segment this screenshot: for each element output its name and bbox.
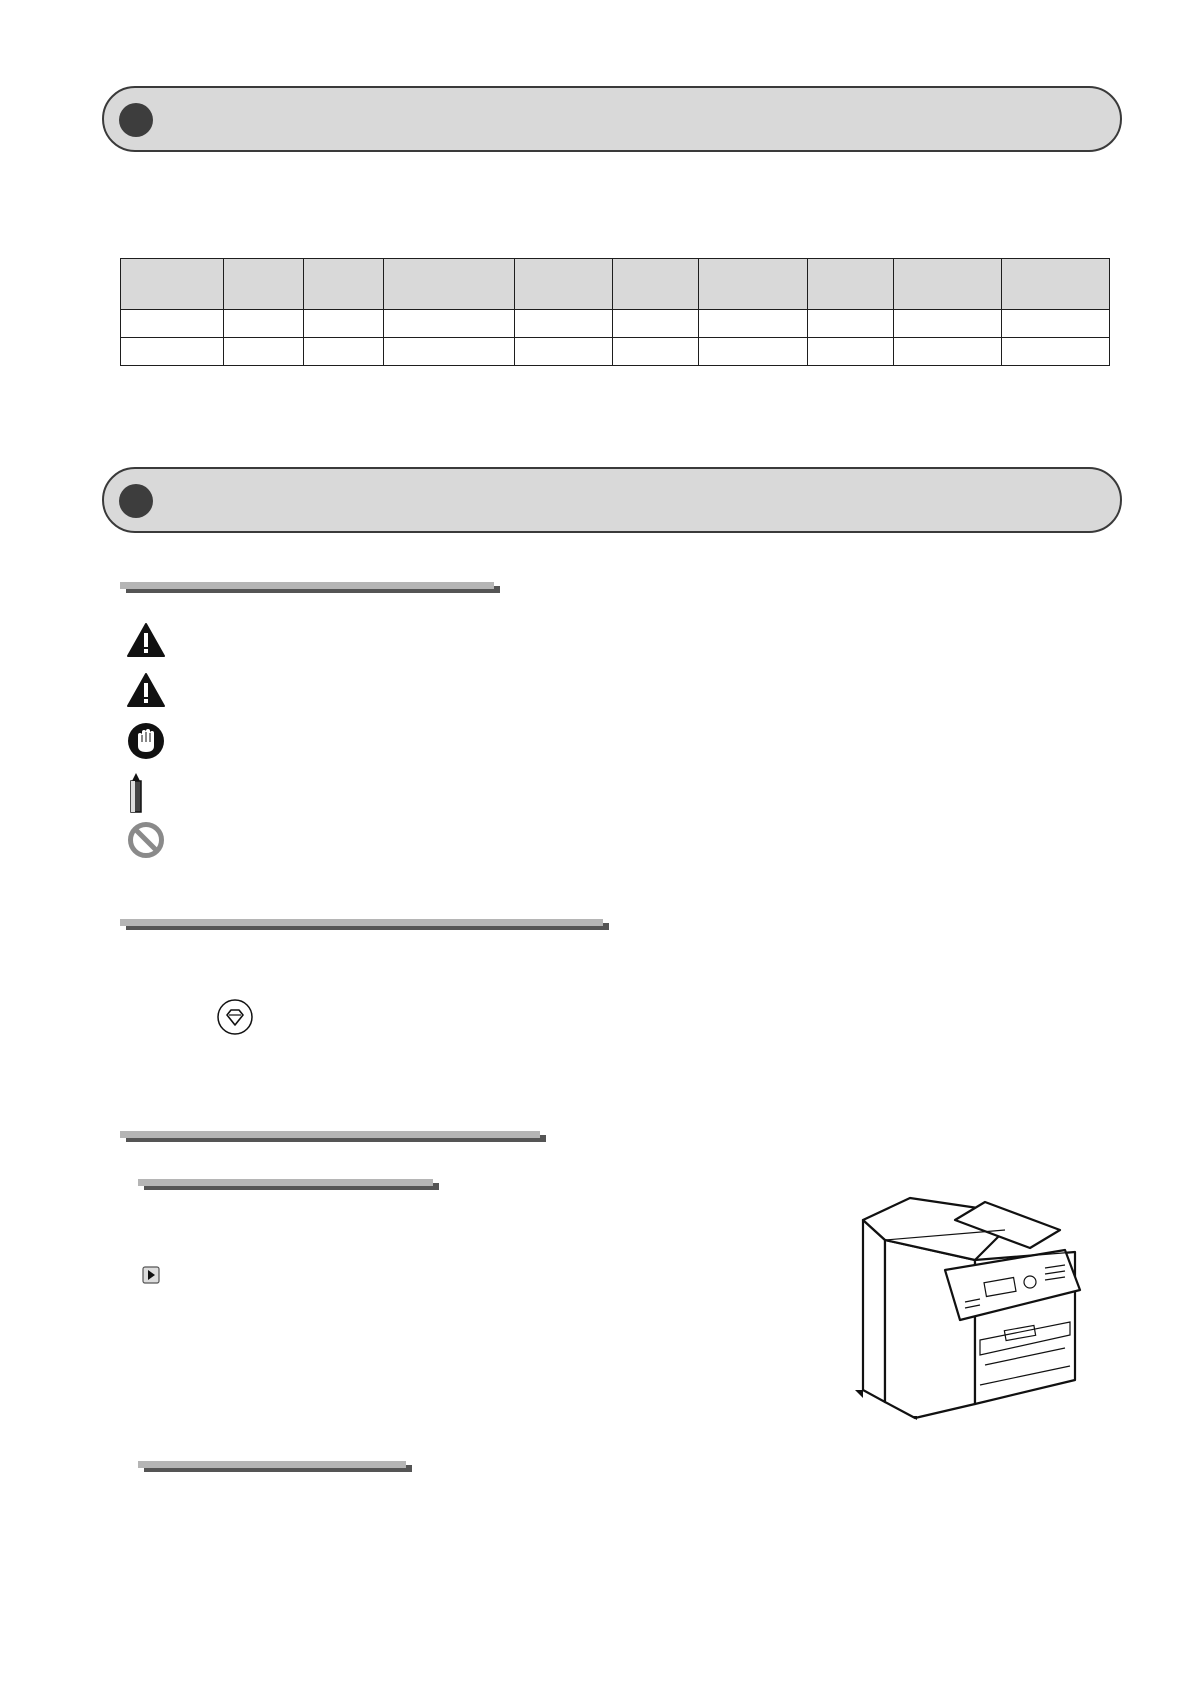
table-cell <box>515 338 613 366</box>
table-cell <box>808 310 894 338</box>
subheading-illustrations-sub2 <box>138 1442 406 1472</box>
table-header-cell <box>894 259 1002 310</box>
subheading-underline <box>120 1131 540 1138</box>
table-header-row <box>121 259 1110 310</box>
table-cell <box>384 338 515 366</box>
table-cell <box>699 310 808 338</box>
important-hand-icon <box>127 722 165 760</box>
table-row <box>121 338 1110 366</box>
table-cell <box>613 310 699 338</box>
warning-triangle-icon <box>126 622 166 658</box>
table-cell <box>613 338 699 366</box>
table-cell <box>699 338 808 366</box>
subheading-illustrations <box>120 1112 540 1142</box>
section-banner-2 <box>102 467 1122 533</box>
table-header-cell <box>1002 259 1110 310</box>
spec-table <box>120 258 1110 366</box>
table-header-cell <box>613 259 699 310</box>
table-header-cell <box>384 259 515 310</box>
subheading-underline <box>120 582 494 589</box>
table-cell <box>304 338 384 366</box>
table-row <box>121 310 1110 338</box>
table-header-cell <box>304 259 384 310</box>
printer-illustration <box>855 1190 1095 1420</box>
table-cell <box>515 310 613 338</box>
table-header-cell <box>224 259 304 310</box>
arrow-link-icon[interactable] <box>142 1266 160 1284</box>
subheading-underline <box>138 1461 406 1468</box>
table-cell <box>808 338 894 366</box>
table-header-cell <box>121 259 224 310</box>
prohibited-icon <box>127 821 165 859</box>
table-header-cell <box>515 259 613 310</box>
table-cell <box>121 310 224 338</box>
table-cell <box>1002 338 1110 366</box>
subheading-underline <box>138 1179 433 1186</box>
note-pencil-icon <box>128 772 144 814</box>
section-bullet-icon <box>119 103 153 137</box>
section-banner-1 <box>102 86 1122 152</box>
table-header-cell <box>808 259 894 310</box>
stop-key-icon <box>216 998 254 1036</box>
table-cell <box>1002 310 1110 338</box>
table-cell <box>304 310 384 338</box>
caution-triangle-icon <box>126 672 166 708</box>
table-cell <box>224 338 304 366</box>
table-cell <box>224 310 304 338</box>
table-cell <box>121 338 224 366</box>
subheading-underline <box>120 919 603 926</box>
table-cell <box>894 338 1002 366</box>
section-bullet-icon <box>119 484 153 518</box>
table-cell <box>894 310 1002 338</box>
subheading-illustrations-sub1 <box>138 1160 433 1190</box>
subheading-marks <box>120 563 494 593</box>
subheading-keys <box>120 900 603 930</box>
table-cell <box>384 310 515 338</box>
table-header-cell <box>699 259 808 310</box>
